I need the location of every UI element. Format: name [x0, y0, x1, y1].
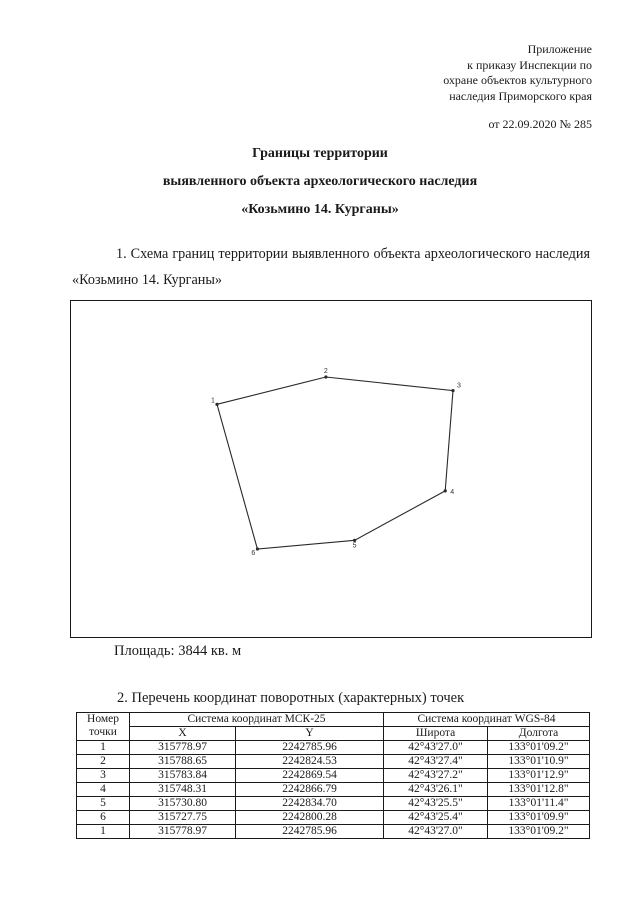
- header-latitude: Широта: [384, 727, 488, 741]
- cell-x: 315778.97: [130, 741, 236, 755]
- header-point-number-line1: Номер: [87, 713, 119, 725]
- cell-y: 2242824.53: [236, 755, 384, 769]
- section-2-title: 2. Перечень координат поворотных (характерных) точек: [117, 690, 465, 706]
- cell-latitude: 42°43'27.0": [384, 825, 488, 839]
- boundary-point-label: 3: [457, 382, 461, 390]
- cell-latitude: 42°43'27.2": [384, 769, 488, 783]
- cell-latitude: 42°43'27.0": [384, 741, 488, 755]
- boundary-point-label: 4: [450, 488, 455, 496]
- table-row: [77, 825, 590, 839]
- table-row: [77, 797, 590, 811]
- boundary-scheme: [70, 300, 592, 638]
- boundary-point-label: 1: [211, 397, 215, 405]
- header-y: Y: [236, 727, 384, 741]
- order-reference: от 22.09.2020 № 285: [488, 117, 592, 131]
- boundary-point-marker: [451, 389, 454, 392]
- coordinates-table: [76, 712, 590, 839]
- header-point-number: [77, 713, 130, 741]
- annex-line: к приказу Инспекции по: [467, 57, 592, 72]
- header-point-number-line2: точки: [89, 726, 117, 738]
- cell-y: 2242785.96: [236, 741, 384, 755]
- annex-line: Приложение: [527, 42, 592, 56]
- cell-longitude: 133°01'09.9": [488, 811, 590, 825]
- cell-y: 2242866.79: [236, 783, 384, 797]
- boundary-point-marker: [215, 403, 218, 406]
- boundary-point-label: 5: [352, 542, 357, 550]
- annex-line: наследия Приморского края: [449, 88, 592, 103]
- annex-block: [292, 42, 592, 104]
- boundary-point-label: 6: [251, 549, 256, 557]
- cell-point: 6: [77, 811, 130, 825]
- cell-point: 3: [77, 769, 130, 783]
- table-row: [77, 769, 590, 783]
- section-1-text: 1. Схема границ территории выявленного объекта археологического наследия «Козьмино 14. Курганы»: [72, 246, 590, 288]
- cell-longitude: 133°01'09.2": [488, 741, 590, 755]
- cell-x: 315783.84: [130, 769, 236, 783]
- header-msk25: Система координат МСК-25: [130, 713, 384, 727]
- cell-latitude: 42°43'25.5": [384, 797, 488, 811]
- cell-x: 315727.75: [130, 811, 236, 825]
- cell-y: 2242785.96: [236, 825, 384, 839]
- cell-point: 4: [77, 783, 130, 797]
- cell-x: 315748.31: [130, 783, 236, 797]
- cell-point: 2: [77, 755, 130, 769]
- cell-longitude: 133°01'12.9": [488, 769, 590, 783]
- cell-latitude: 42°43'27.4": [384, 755, 488, 769]
- cell-latitude: 42°43'25.4": [384, 811, 488, 825]
- cell-y: 2242800.28: [236, 811, 384, 825]
- title-line-3: «Козьмино 14. Курганы»: [241, 202, 399, 217]
- cell-latitude: 42°43'26.1": [384, 783, 488, 797]
- title-line-2: выявленного объекта археологического наследия: [162, 174, 478, 189]
- header-wgs84: Система координат WGS-84: [384, 713, 590, 727]
- table-row: [77, 741, 590, 755]
- header-x: X: [130, 727, 236, 741]
- header-longitude: Долгота: [488, 727, 590, 741]
- cell-longitude: 133°01'11.4": [488, 797, 590, 811]
- cell-longitude: 133°01'09.2": [488, 825, 590, 839]
- table-row: [77, 811, 590, 825]
- table-row: [77, 755, 590, 769]
- cell-point: 1: [77, 741, 130, 755]
- cell-x: 315788.65: [130, 755, 236, 769]
- boundary-polygon: [217, 377, 453, 549]
- cell-longitude: 133°01'10.9": [488, 755, 590, 769]
- cell-x: 315778.97: [130, 825, 236, 839]
- title-line-1: Границы территории: [252, 146, 388, 161]
- boundary-point-marker: [444, 489, 447, 492]
- cell-x: 315730.80: [130, 797, 236, 811]
- cell-longitude: 133°01'12.8": [488, 783, 590, 797]
- boundary-point-marker: [256, 547, 259, 550]
- cell-y: 2242869.54: [236, 769, 384, 783]
- area-value: Площадь: 3844 кв. м: [114, 643, 242, 659]
- cell-y: 2242834.70: [236, 797, 384, 811]
- boundary-point-marker: [324, 375, 327, 378]
- boundary-point-label: 2: [323, 368, 328, 375]
- boundary-scheme-svg: [71, 301, 591, 637]
- cell-point: 5: [77, 797, 130, 811]
- annex-line: охране объектов культурного: [443, 73, 592, 87]
- table-row: [77, 783, 590, 797]
- cell-point: 1: [77, 825, 130, 839]
